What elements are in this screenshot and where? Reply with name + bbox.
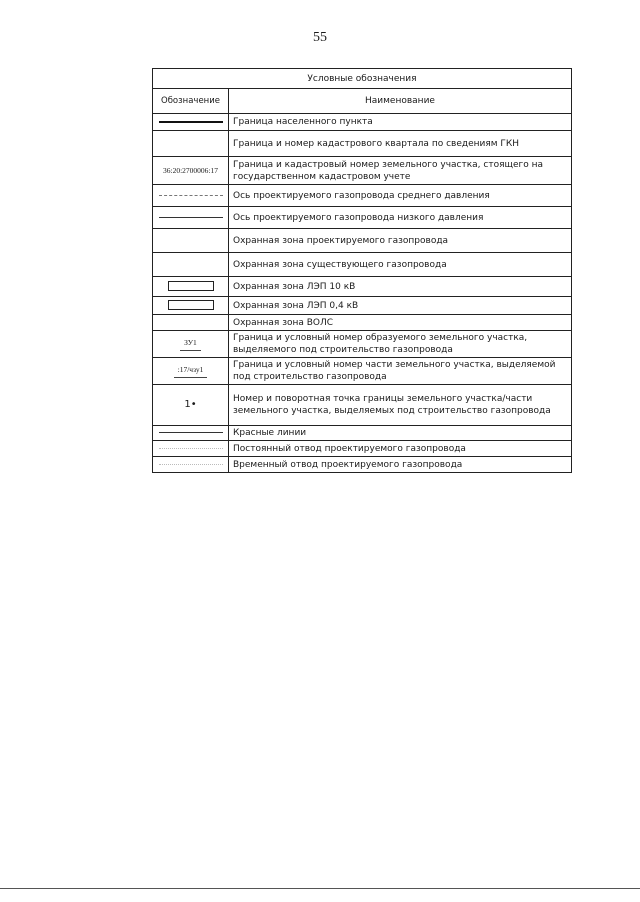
legend-row	[153, 185, 572, 207]
point-number: 1	[184, 399, 191, 410]
page-number: 55	[313, 30, 327, 45]
legend-row-name: Охранная зона проектируемого газопровода	[229, 229, 572, 253]
legend-row-name: Постоянный отвод проектируемого газопровода	[229, 441, 572, 457]
legend-row-name: Граница и условный номер части земельного участка, выделяемой под строительство газопровода	[229, 358, 572, 385]
legend-row	[153, 157, 572, 185]
legend-title-row	[153, 69, 572, 89]
medium-pressure-line-symbol	[153, 185, 229, 207]
new-plot-label: ЗУ1	[180, 337, 201, 351]
settlement-boundary-symbol	[153, 114, 229, 131]
temporary-allotment-symbol	[153, 457, 229, 473]
red-lines-symbol	[153, 426, 229, 441]
projected-pipeline-zone-symbol	[153, 229, 229, 253]
legend-row	[153, 426, 572, 441]
legend-row-name: Граница и номер кадастрового квартала по сведениям ГКН	[229, 131, 572, 157]
legend-row	[153, 385, 572, 426]
low-pressure-line-symbol	[153, 207, 229, 229]
legend-row	[153, 253, 572, 277]
legend-row-name: Красные линии	[229, 426, 572, 441]
legend-row	[153, 207, 572, 229]
legend-row	[153, 114, 572, 131]
legend-row	[153, 131, 572, 157]
legend-row-name: Охранная зона ЛЭП 0,4 кВ	[229, 297, 572, 315]
turning-point-symbol	[153, 385, 229, 426]
cadastral-plot-symbol	[153, 157, 229, 185]
legend-row-name: Ось проектируемого газопровода среднего давления	[229, 185, 572, 207]
permanent-allotment-symbol	[153, 441, 229, 457]
legend-row	[153, 297, 572, 315]
legend-title: Условные обозначения	[153, 69, 572, 89]
legend-row-name: Охранная зона ЛЭП 10 кВ	[229, 277, 572, 297]
legend-row-name: Номер и поворотная точка границы земельного участка/части земельного участка, выделяемых под строительство газопровода	[229, 385, 572, 426]
col-name-header: Наименование	[229, 89, 572, 114]
power-line-04kv-zone-symbol	[153, 297, 229, 315]
legend-row	[153, 229, 572, 253]
legend-row	[153, 457, 572, 473]
legend-row	[153, 277, 572, 297]
legend-row-name: Охранная зона ВОЛС	[229, 315, 572, 331]
legend-row	[153, 315, 572, 331]
legend-row-name: Охранная зона существующего газопровода	[229, 253, 572, 277]
legend-row-name: Граница и кадастровый номер земельного участка, стоящего на государственном кадастровом учете	[229, 157, 572, 185]
new-plot-symbol	[153, 331, 229, 358]
existing-pipeline-zone-symbol	[153, 253, 229, 277]
legend-row	[153, 441, 572, 457]
legend-row-name: Граница населенного пункта	[229, 114, 572, 131]
legend-header-row	[153, 89, 572, 114]
legend-table	[152, 68, 572, 473]
legend-row	[153, 331, 572, 358]
legend-row	[153, 358, 572, 385]
point-dot-icon: •	[190, 399, 197, 410]
legend-row-name: Ось проектируемого газопровода низкого давления	[229, 207, 572, 229]
legend-row-name: Граница и условный номер образуемого земельного участка, выделяемого под строительство газопровода	[229, 331, 572, 358]
plot-part-label: :17/чзу1	[174, 364, 208, 378]
plot-part-symbol	[153, 358, 229, 385]
cadastral-number-label: 36:20:2700006:17	[162, 165, 218, 175]
power-line-10kv-zone-symbol	[153, 277, 229, 297]
legend-row-name: Временный отвод проектируемого газопровода	[229, 457, 572, 473]
fiber-line-zone-symbol	[153, 315, 229, 331]
scan-edge-line	[0, 888, 640, 889]
col-symbol-header: Обозначение	[153, 89, 229, 114]
cadastral-quarter-symbol	[153, 131, 229, 157]
